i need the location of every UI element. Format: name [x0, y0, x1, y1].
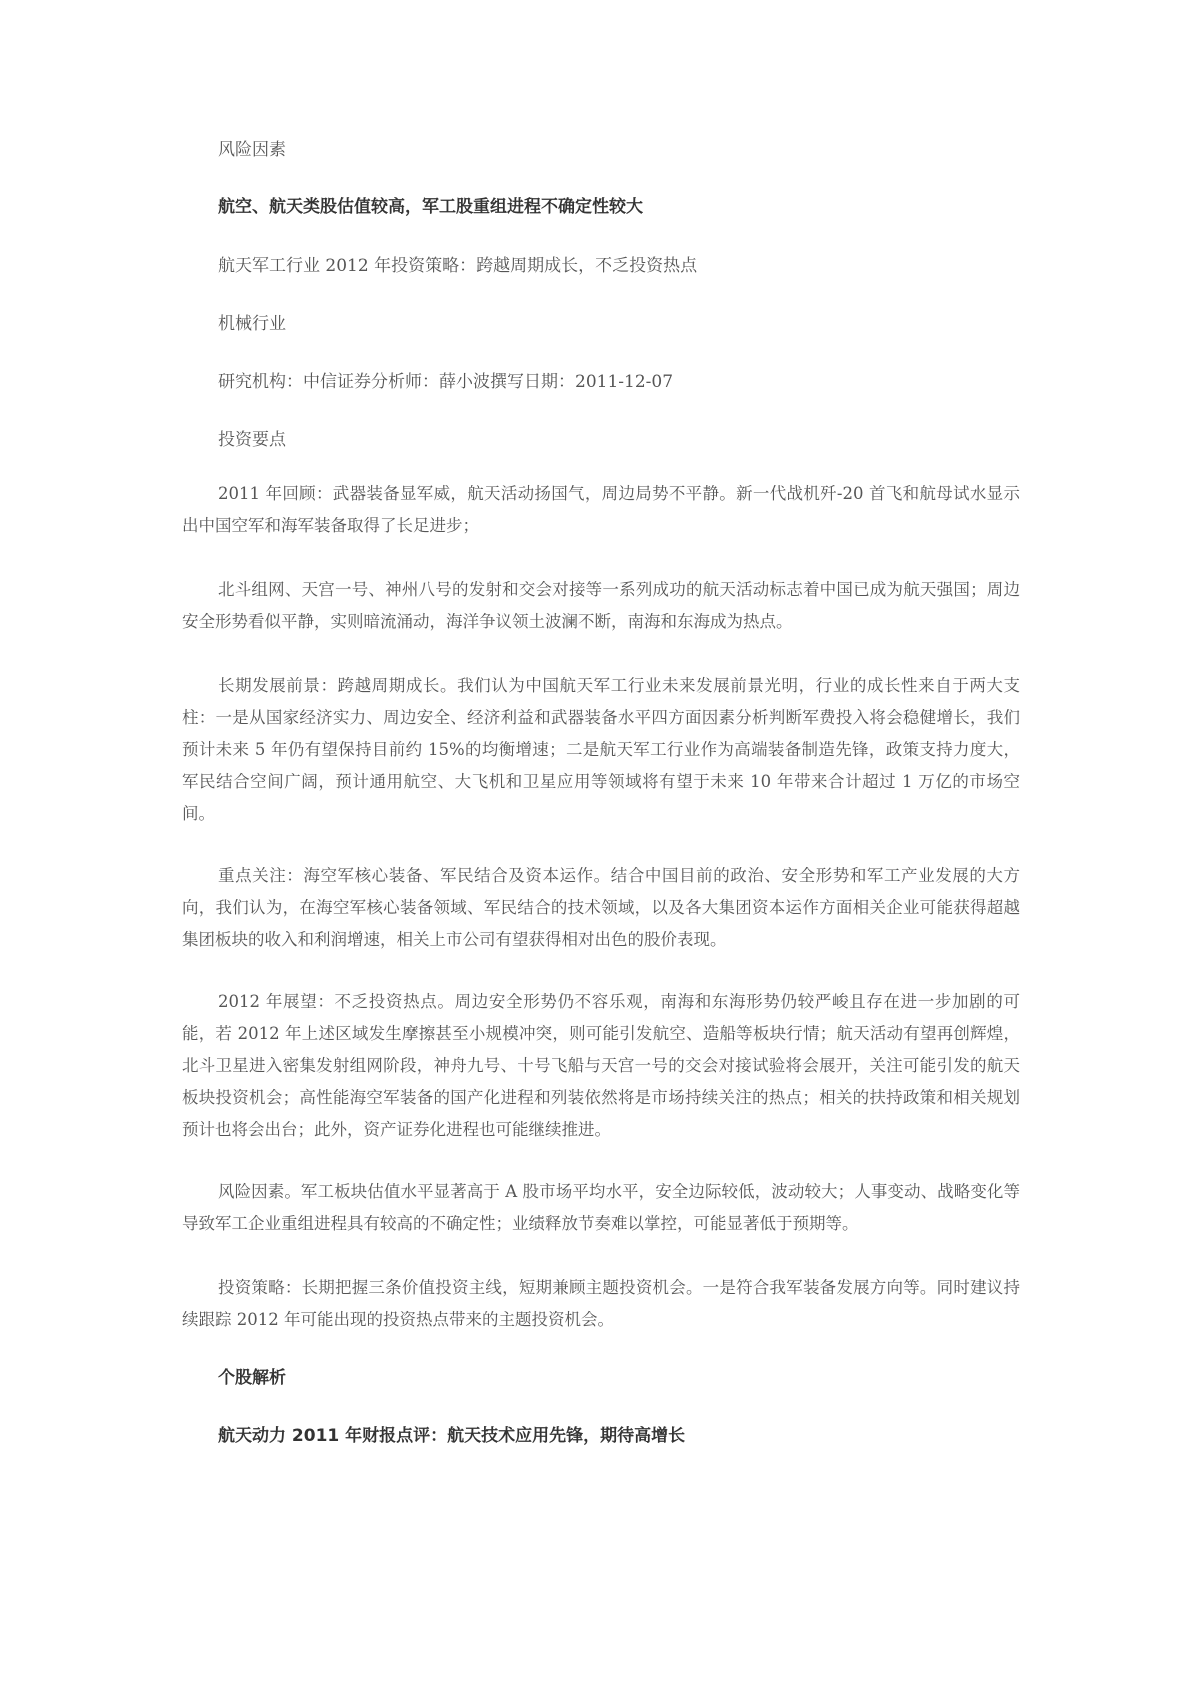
risk-heading: 风险因素: [218, 140, 286, 160]
paragraph-space-activities: 北斗组网、天宫一号、神州八号的发射和交会对接等一系列成功的航天活动标志着中国已成为航天强国；周边安全形势看似平静，实则暗流涌动，海洋争议领土波澜不断，南海和东海成为热点。: [182, 580, 1020, 631]
investment-points-heading: 投资要点: [218, 430, 286, 450]
paragraph-2011-review: 2011 年回顾：武器装备显军威，航天活动扬国气，周边局势不平静。新一代战机歼-20 首飞和航母试水显示出中国空军和海军装备取得了长足进步；: [182, 484, 1020, 535]
paragraph-2012-outlook: 2012 年展望：不乏投资热点。周边安全形势仍不容乐观，南海和东海形势仍较严峻且存在进一步加剧的可能，若 2012 年上述区域发生摩擦甚至小规模冲突，则可能引发航空、造船等板块行情；航天活动有望再创辉煌，北斗卫星进入密集发射组网阶段，神舟九号、十号飞船与天宫一号的交会对接试验将会展开，关注可能引发的航天板块投资机会；高性能海空军装备的国产化进程和列装依然将是市场持续关注的热点；相关的扶持政策和相关规划预计也将会出台；此外，资产证券化进程也可能继续推进。: [182, 992, 1020, 1139]
report-meta: 研究机构：中信证券分析师：薛小波撰写日期：2011-12-07: [218, 372, 674, 392]
paragraph-risk-factors: 风险因素。军工板块估值水平显著高于 A 股市场平均水平，安全边际较低，波动较大；人事变动、战略变化等导致军工企业重组进程具有较高的不确定性；业绩释放节奏难以掌控，可能显著低于预期等。: [182, 1182, 1020, 1233]
report-title: 航天军工行业 2012 年投资策略：跨越周期成长，不乏投资热点: [218, 256, 698, 276]
industry-label: 机械行业: [218, 314, 286, 334]
stock-report-heading: 航天动力 2011 年财报点评：航天技术应用先锋，期待高增长: [218, 1426, 686, 1446]
paragraph-key-focus: 重点关注：海空军核心装备、军民结合及资本运作。结合中国目前的政治、安全形势和军工产业发展的大方向，我们认为，在海空军核心装备领域、军民结合的技术领域，以及各大集团资本运作方面相关企业可能获得超越集团板块的收入和利润增速，相关上市公司有望获得相对出色的股价表现。: [182, 866, 1020, 949]
paragraph-investment-strategy: 投资策略：长期把握三条价值投资主线，短期兼顾主题投资机会。一是符合我军装备发展方向等。同时建议持续跟踪 2012 年可能出现的投资热点带来的主题投资机会。: [182, 1278, 1020, 1329]
paragraph-long-term-outlook: 长期发展前景：跨越周期成长。我们认为中国航天军工行业未来发展前景光明，行业的成长性来自于两大支柱：一是从国家经济实力、周边安全、经济利益和武器装备水平四方面因素分析判断军费投入将会稳健增长，我们预计未来 5 年仍有望保持目前约 15%的均衡增速；二是航天军工行业作为高端装备制造先锋，政策支持力度大，军民结合空间广阔，预计通用航空、大飞机和卫星应用等领域将有望于未来 10 年带来合计超过 1 万亿的市场空间。: [182, 676, 1020, 823]
risk-subheading: 航空、航天类股估值较高，军工股重组进程不确定性较大: [218, 197, 643, 217]
stock-analysis-heading: 个股解析: [218, 1368, 286, 1388]
